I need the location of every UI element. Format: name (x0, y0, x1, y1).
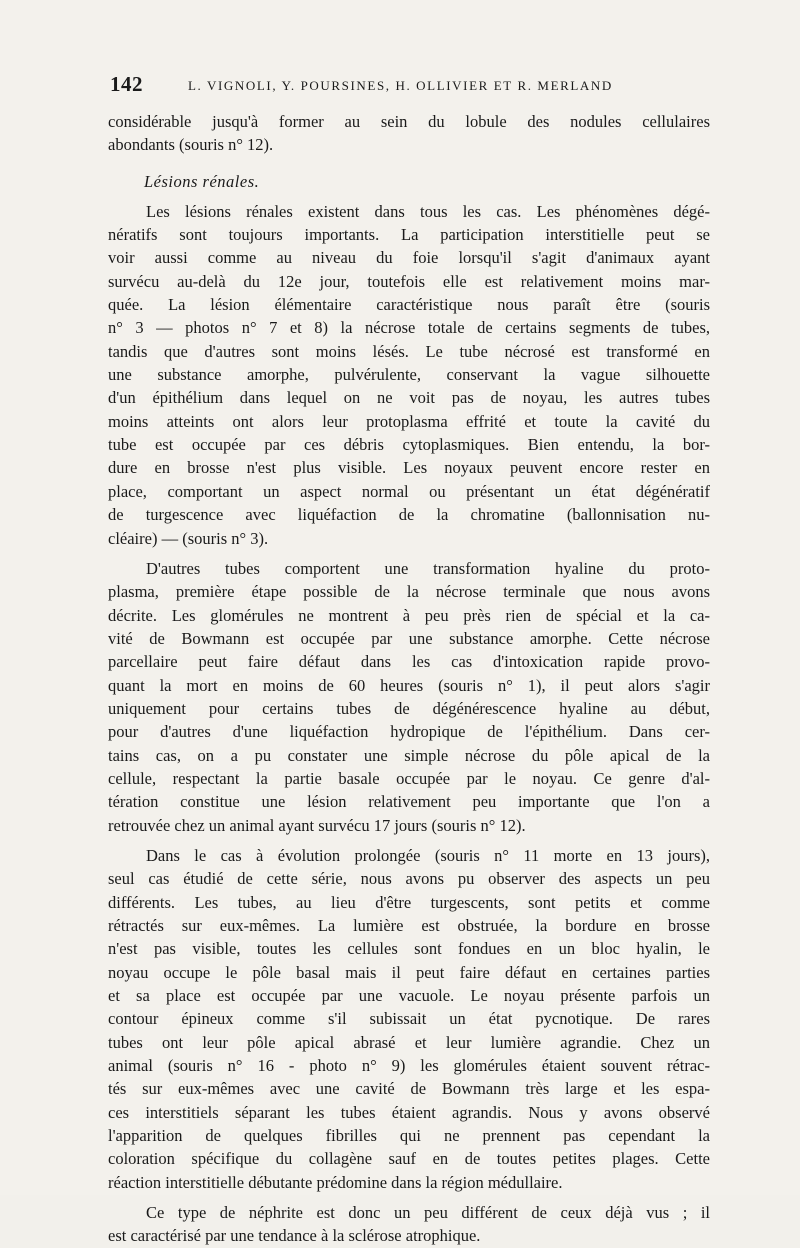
paragraph (108, 1201, 710, 1248)
text-line: considérable jusqu'à former au sein du lobule des nodules cellulaires (108, 112, 710, 131)
text-line: cléaire) — (souris n° 3). (108, 528, 269, 548)
text-line: abondants (souris n° 12). (108, 135, 274, 155)
paragraph (108, 200, 710, 550)
text-line: retrouvée chez un animal ayant survécu 17 jours (souris n° 12). (108, 815, 526, 835)
text-line: coloration spécifique du collagène sauf en de toutes petites plages. Cette (108, 1149, 710, 1169)
text-line: est caractérisé par une tendance à la sclérose atrophique. (108, 1226, 481, 1246)
text-line: parcellaire peut faire défaut dans les cas d'intoxication rapide provo- (108, 652, 710, 672)
text-line: n° 3 — photos n° 7 et 8) la nécrose totale de certains segments de tubes, (108, 318, 710, 338)
text-line: rétractés sur eux-mêmes. La lumière est obstruée, la bordure en brosse (108, 916, 710, 935)
paragraph (108, 557, 710, 837)
text-line: et sa place est occupée par une vacuole. Le noyau présente parfois un (108, 986, 710, 1006)
text-line: Les lésions rénales existent dans tous les cas. Les phénomènes dégé- (146, 201, 710, 221)
text-line: d'un épithélium dans lequel on ne voit pas de noyau, les autres tubes (108, 388, 710, 408)
text-line: quée. La lésion élémentaire caractéristique nous paraît être (souris (108, 295, 710, 315)
section-body (108, 200, 710, 1248)
text-line: ces interstitiels séparant les tubes étaient agrandis. Nous y avons observé (108, 1102, 710, 1122)
text-line: Dans le cas à évolution prolongée (souris n° 11 morte en 13 jours), (146, 845, 710, 865)
text-line: décrite. Les glomérules ne montrent à peu près rien de spécial et la ca- (108, 605, 710, 625)
text-line: tubes ont leur pôle apical abrasé et leur lumière agrandie. Chez un (108, 1032, 710, 1052)
text-line: moins atteints ont alors leur protoplasma effrité et toute la cavité du (108, 411, 710, 431)
text-line: nératifs sont toujours importants. La participation interstitielle peut se (108, 225, 710, 245)
text-line: dure en brosse n'est plus visible. Les noyaux peuvent encore rester en (108, 458, 710, 478)
text-line: pour d'autres d'une liquéfaction hydropique de l'épithélium. Dans cer- (108, 722, 710, 742)
text-line: cellule, respectant la partie basale occupée par le noyau. Ce genre d'al- (108, 768, 710, 788)
text-line: l'apparition de quelques fibrilles qui ne prennent pas cependant la (108, 1126, 710, 1146)
text-line: voir aussi comme au niveau du foie lorsqu'il s'agit d'animaux ayant (108, 248, 710, 268)
text-line: plasma, première étape possible de la nécrose terminale que nous avons (108, 582, 710, 602)
text-line: réaction interstitielle débutante prédomine dans la région médullaire. (108, 1172, 563, 1192)
text-line: animal (souris n° 16 - photo n° 9) les glomérules étaient souvent rétrac- (108, 1056, 710, 1076)
text-line: différents. Les tubes, au lieu d'être turgescents, sont petits et comme (108, 892, 710, 912)
text-line: contour épineux comme s'il subissait un état pycnotique. De rares (108, 1009, 710, 1029)
text-line: place, comportant un aspect normal ou présentant un état dégénératif (108, 481, 710, 501)
paragraph (108, 844, 710, 1194)
paragraph (108, 110, 710, 157)
text-line: survécu au-delà du 12e jour, toutefois elle est relativement moins mar- (108, 271, 710, 291)
page-number: 142 (110, 72, 143, 96)
text-line: uniquement pour certains tubes de dégénérescence hyaline au début, (108, 698, 710, 718)
text-line: tube est occupée par ces débris cytoplasmiques. Bien entendu, la bor- (108, 435, 710, 455)
text-line: tandis que d'autres sont moins lésés. Le tube nécrosé est transformé en (108, 341, 710, 361)
section-heading: Lésions rénales. (144, 171, 260, 191)
text-line: n'est pas visible, toutes les cellules sont fondues en un bloc hyalin, le (108, 939, 710, 959)
body-text (108, 110, 710, 1248)
running-head-authors: L. VIGNOLI, Y. POURSINES, H. OLLIVIER ET R. MERLAND (188, 78, 613, 93)
text-line: de turgescence avec liquéfaction de la chromatine (ballonnisation nu- (108, 505, 710, 525)
text-line: vité de Bowmann est occupée par une substance amorphe. Cette nécrose (108, 628, 710, 648)
running-head (110, 72, 710, 102)
intro-paragraph (108, 110, 710, 157)
text-line: D'autres tubes comportent une transformation hyaline du proto- (146, 558, 710, 578)
text-line: quant la mort en moins de 60 heures (souris n° 1), il peut alors s'agir (108, 675, 710, 695)
text-line: une substance amorphe, pulvérulente, conservant la vague silhouette (108, 365, 710, 385)
text-line: tération constitue une lésion relativement peu importante que l'on a (108, 792, 710, 812)
text-line: tains cas, on a pu constater une simple nécrose du pôle apical de la (108, 745, 710, 765)
text-line: seul cas étudié de cette série, nous avons pu observer des aspects un peu (108, 869, 710, 889)
text-line: tés sur eux-mêmes avec une cavité de Bowmann très large et les espa- (108, 1079, 710, 1099)
text-line: Ce type de néphrite est donc un peu différent de ceux déjà vus ; il (146, 1203, 710, 1223)
text-line: noyau occupe le pôle basal mais il peut faire défaut en certaines parties (108, 962, 710, 982)
